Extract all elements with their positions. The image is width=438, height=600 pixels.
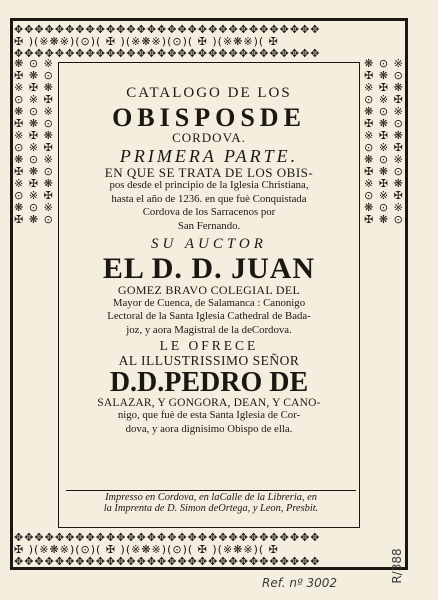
author-line: GOMEZ BRAVO COLEGIAL DEL [117,283,301,298]
dedication-line: SALAZAR, Y GONGORA, DEAN, Y CANO- [97,397,321,410]
title-main: OBISPOSDE [112,102,306,132]
subtitle-line: EN QUE SE TRATA DE LOS OBIS- [104,164,314,180]
author-line: Mayor de Cuenca, de Salamanca : Canonigo [112,297,306,309]
author-heading: SU AUCTOR [151,236,267,253]
dedication-line: dova, y aora dignisimo Obispo de ella. [125,422,293,435]
subtitle-line: San Fernando. [177,219,241,232]
shelf-mark: R/388 [390,548,404,584]
imprint [66,490,356,515]
part-heading: PRIMERA PARTE. [119,145,299,166]
title-line: CATALOGO DE LOS [126,85,292,101]
left-ornament-band: ❋ ⊙ ※ ✠ ❋ ⊙ ※ ✠ ❋ ⊙ ※ ✠ ❋ ⊙ ※ ✠ ❋ ⊙ ※ ✠ ❋ ⊙ ※ ✠ ❋ ⊙ ※ ✠ ❋ ⊙ ※ ✠ ❋ ⊙ ※ ✠ ❋ ⊙ ※ ✠ ❋ ⊙ [14,58,54,226]
ornament-row: ✥✥✥✥✥✥✥✥✥✥✥✥✥✥✥✥✥✥✥✥✥✥✥✥✥✥✥✥✥✥ [14,47,321,58]
author-line: Lectoral de la Santa Iglesia Cathedral de Bada- [107,310,311,323]
right-ornament-band: ❋ ⊙ ※ ✠ ❋ ⊙ ※ ✠ ❋ ⊙ ※ ✠ ❋ ⊙ ※ ✠ ❋ ⊙ ※ ✠ ❋ ⊙ ※ ✠ ❋ ⊙ ※ ✠ ❋ ⊙ ※ ✠ ❋ ⊙ ※ ✠ ❋ ⊙ ※ ✠ ❋ ⊙ [364,58,404,226]
ornament-row: ✥✥✥✥✥✥✥✥✥✥✥✥✥✥✥✥✥✥✥✥✥✥✥✥✥✥✥✥✥✥ [14,555,321,566]
title-text [64,86,354,436]
dedication-line: AL ILLUSTRISSIMO SEÑOR [118,352,300,368]
dedication-line: nigo, que fuè de esta Santa Iglesia de Cor- [117,409,301,422]
bottom-ornament-band [14,532,404,566]
author-name: EL D. D. JUAN [102,251,316,285]
subtitle-line: Cordova de los Sarracenos por [142,206,276,219]
top-ornament-band [14,24,404,58]
dedicatee-name: D.D.PEDRO DE [109,366,309,398]
subtitle-line: pos desde el principio de la Iglesia Christiana, [109,179,309,192]
imprint-line: Impresso en Cordova, en laCalle de la Libreria, en [105,492,317,503]
title-line: CORDOVA. [172,130,246,146]
ornament-row: ✠ )(※❋※)(⊙)( ✠ )(※❋※)(⊙)( ✠ )(※❋※)( ✠ [14,35,279,48]
dedication-heading: LE OFRECE [159,338,259,354]
subtitle-line: hasta el año de 1236. en que fuè Conquistada [111,192,307,205]
ornament-row: ✥✥✥✥✥✥✥✥✥✥✥✥✥✥✥✥✥✥✥✥✥✥✥✥✥✥✥✥✥✥ [14,24,321,36]
author-line: joz, y aora Magistral de la deCordova. [126,323,292,336]
reference-number: Ref. nº 3002 [262,576,337,590]
imprint-line: la Imprenta de D. Simon deOrtega, y Leon, Presbit. [103,502,319,514]
ornament-row: ✥✥✥✥✥✥✥✥✥✥✥✥✥✥✥✥✥✥✥✥✥✥✥✥✥✥✥✥✥✥ [14,532,321,544]
ornament-row: ✠ )(※❋※)(⊙)( ✠ )(※❋※)(⊙)( ✠ )(※❋※)( ✠ [14,543,279,556]
